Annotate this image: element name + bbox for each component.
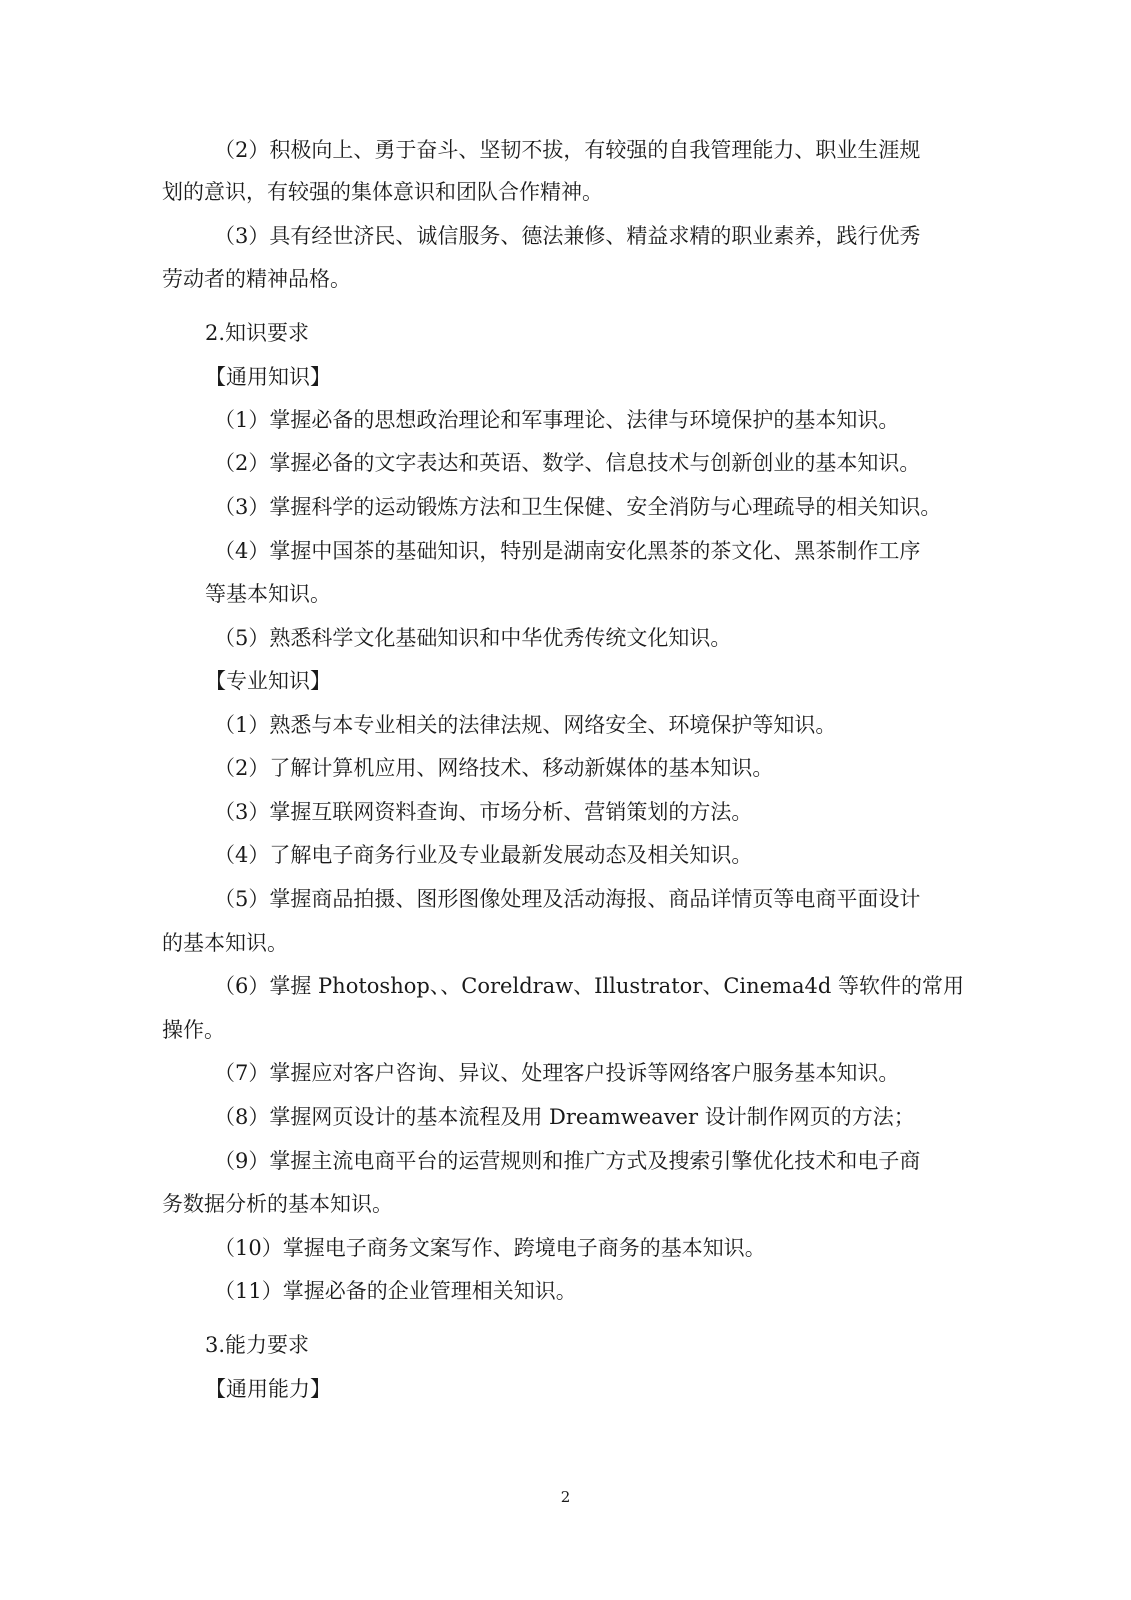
list-item: （3）掌握科学的运动锻炼方法和卫生保健、安全消防与心理疏导的相关知识。 <box>214 495 942 519</box>
subsection-label: 【专业知识】 <box>205 669 331 693</box>
list-item: （5）熟悉科学文化基础知识和中华优秀传统文化知识。 <box>214 626 732 650</box>
section-heading: 3.能力要求 <box>205 1333 310 1357</box>
list-item: （6）掌握 Photoshop、、Coreldraw、Illustrator、Cinema4d 等软件的常用 <box>214 974 964 998</box>
section-heading: 2.知识要求 <box>205 321 310 345</box>
list-item: （4）了解电子商务行业及专业最新发展动态及相关知识。 <box>214 843 753 867</box>
list-item-continuation: 务数据分析的基本知识。 <box>162 1192 393 1216</box>
page-number: 2 <box>560 1488 571 1506</box>
list-item: （5）掌握商品拍摄、图形图像处理及活动海报、商品详情页等电商平面设计 <box>214 887 921 911</box>
list-item-continuation: 操作。 <box>162 1018 225 1042</box>
list-item: （2）掌握必备的文字表达和英语、数学、信息技术与创新创业的基本知识。 <box>214 451 921 475</box>
list-item-continuation: 的基本知识。 <box>162 931 288 955</box>
list-item: （11）掌握必备的企业管理相关知识。 <box>214 1279 577 1303</box>
subsection-label: 【通用知识】 <box>205 365 331 389</box>
list-item: （1）熟悉与本专业相关的法律法规、网络安全、环境保护等知识。 <box>214 713 837 737</box>
paragraph-line: 劳动者的精神品格。 <box>162 267 351 291</box>
subsection-label: 【通用能力】 <box>205 1377 331 1401</box>
list-item: （3）掌握互联网资料查询、市场分析、营销策划的方法。 <box>214 800 753 824</box>
list-item: （10）掌握电子商务文案写作、跨境电子商务的基本知识。 <box>214 1236 766 1260</box>
paragraph-line: 划的意识，有较强的集体意识和团队合作精神。 <box>162 180 603 204</box>
list-item: （2）了解计算机应用、网络技术、移动新媒体的基本知识。 <box>214 756 774 780</box>
list-item: （8）掌握网页设计的基本流程及用 Dreamweaver 设计制作网页的方法； <box>214 1105 915 1129</box>
list-item: （9）掌握主流电商平台的运营规则和推广方式及搜索引擎优化技术和电子商 <box>214 1149 921 1173</box>
list-item: （7）掌握应对客户咨询、异议、处理客户投诉等网络客户服务基本知识。 <box>214 1061 900 1085</box>
list-item: （1）掌握必备的思想政治理论和军事理论、法律与环境保护的基本知识。 <box>214 408 900 432</box>
list-item: （4）掌握中国茶的基础知识，特别是湖南安化黑茶的茶文化、黑茶制作工序 <box>214 539 921 563</box>
list-item-continuation: 等基本知识。 <box>205 582 331 606</box>
paragraph-line: （2）积极向上、勇于奋斗、坚韧不拔，有较强的自我管理能力、职业生涯规 <box>214 138 921 162</box>
paragraph-line: （3）具有经世济民、诚信服务、德法兼修、精益求精的职业素养，践行优秀 <box>214 224 921 248</box>
